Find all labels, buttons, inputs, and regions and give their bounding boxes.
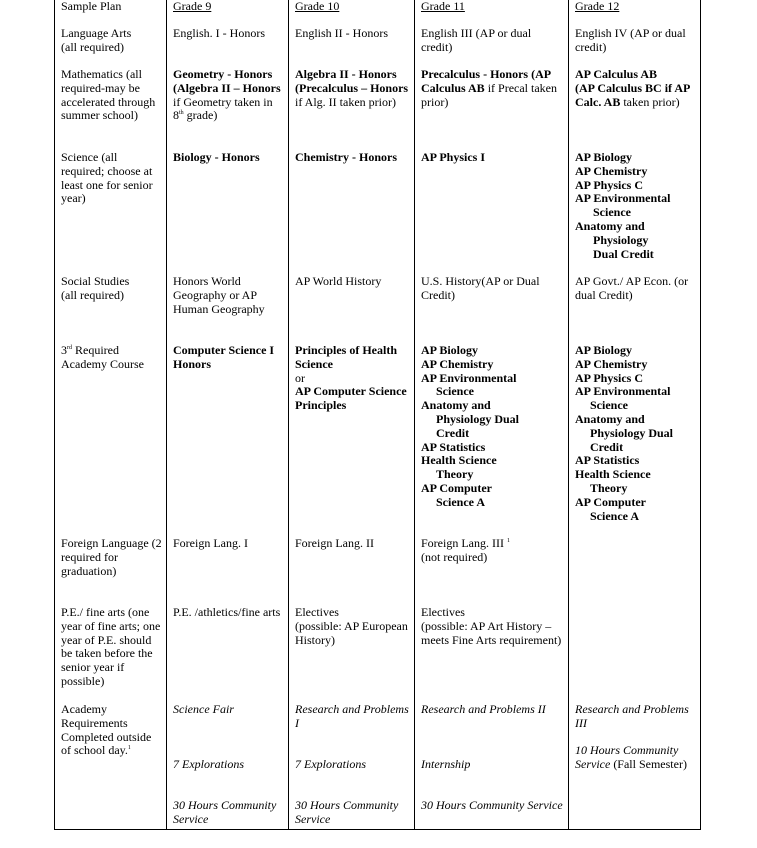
third-g11-item: AP Statistics (421, 439, 486, 454)
science-g10-text: Chemistry - Honors (295, 150, 397, 164)
social-g11-text: U.S. History(AP or Dual Credit) (421, 274, 540, 302)
math-g9-text: if Geometry taken in 8 (173, 94, 273, 123)
language-arts-g10-text: English II - Honors (295, 26, 388, 40)
foreign-g10-text: Foreign Lang. II (295, 536, 374, 550)
math-g9 (167, 68, 289, 151)
academy-g10 (289, 703, 415, 830)
academy-label-text: Academy Requirements Completed outside of school day. (61, 702, 152, 758)
academy-g10-item1: Research and Problems I (295, 702, 409, 730)
science-g12-item: AP Biology (575, 150, 633, 164)
academy-g12-item2: 10 Hours Community Service (575, 743, 679, 771)
language-arts-g12-text: English IV (AP or dual credit) (575, 26, 686, 54)
third-g11-item: Anatomy and (421, 398, 491, 413)
header-row (55, 0, 701, 27)
third-g10-option2: AP Computer Science Principles (295, 384, 407, 413)
math-g12-bold3: if AP Calc. AB (575, 80, 690, 109)
math-g9-bold: Geometry - Honors (Algebra II – Honors (173, 67, 281, 95)
science-g10 (289, 151, 415, 275)
academy-g12-item1: Research and Problems III (575, 702, 689, 730)
header-grade9 (167, 0, 289, 27)
social-g12 (569, 275, 701, 344)
language-arts-g11 (415, 27, 569, 68)
third-g11-item: AP Chemistry (421, 356, 494, 371)
academy-g10-item3: 30 Hours Community Service (295, 798, 399, 826)
pe-g10-line2: (possible: AP European History) (295, 618, 408, 647)
science-g12-item: AP Environmental (575, 191, 671, 206)
academy-label-sup: 1 (127, 745, 131, 752)
third-g12-item: Physiology Dual (590, 425, 674, 440)
math-g12 (569, 68, 701, 151)
academy-g10-item2: 7 Explorations (295, 757, 366, 771)
pe-g9-text: P.E. /athletics/fine arts (173, 605, 281, 619)
academy-g9-item3: 30 Hours Community Service (173, 798, 277, 826)
language-arts-label-line2: (all required) (61, 39, 124, 54)
math-g12-line1: AP Calculus AB (575, 67, 658, 81)
science-g12-item: Dual Credit (593, 246, 654, 261)
pe-g11-line1: Electives (421, 605, 465, 619)
academy-g12-item2-note: (Fall Semester) (610, 756, 687, 771)
science-g12-item: Science (593, 205, 631, 220)
third-g12-item: AP Statistics (575, 453, 640, 468)
social-label-line2: (all required) (61, 287, 124, 302)
header-grade11 (415, 0, 569, 27)
social-g11 (415, 275, 569, 344)
social-label (55, 275, 167, 344)
academy-g9-item1: Science Fair (173, 702, 234, 716)
language-arts-g10 (289, 27, 415, 68)
third-g12-item: AP Physics C (575, 370, 644, 385)
academy-g11 (415, 703, 569, 830)
science-g9 (167, 151, 289, 275)
row-social-studies (55, 275, 701, 344)
pe-g11 (415, 606, 569, 703)
third-label (55, 344, 167, 537)
social-g9 (167, 275, 289, 344)
academy-g9 (167, 703, 289, 830)
science-label-text: Science (all required; choose at least one for senior year) (61, 150, 153, 206)
third-g11-item: Health Science (421, 453, 497, 468)
third-g11 (415, 344, 569, 537)
math-g9-sup: th (179, 110, 184, 117)
third-g9 (167, 344, 289, 537)
third-g10 (289, 344, 415, 537)
foreign-label-text: Foreign Language (2 required for graduation) (61, 536, 162, 578)
third-g12-item: AP Biology (575, 343, 633, 357)
foreign-g10 (289, 537, 415, 606)
foreign-g9 (167, 537, 289, 606)
math-label-text: Mathematics (all required-may be accelerated through summer school) (61, 67, 156, 123)
third-g12 (569, 344, 701, 537)
academy-g9-item2: 7 Explorations (173, 757, 244, 771)
header-grade12-text: Grade 12 (575, 0, 620, 13)
language-arts-g12 (569, 27, 701, 68)
math-g11-bold: Precalculus - Honors (AP Calculus AB (421, 67, 551, 95)
social-g10-text: AP World History (295, 274, 382, 288)
math-g10-text: if Alg. II taken prior) (295, 94, 396, 109)
third-g10-or: or (295, 370, 305, 385)
foreign-g12 (569, 537, 701, 606)
third-g12-item: Anatomy and (575, 411, 645, 426)
foreign-g11-note: (not required) (421, 549, 488, 564)
third-label-text: Required Academy Course (61, 343, 144, 371)
pe-label (55, 606, 167, 703)
foreign-label (55, 537, 167, 606)
language-arts-label (55, 27, 167, 68)
science-g12-item: Physiology (593, 232, 649, 247)
academy-g11-item1: Research and Problems II (421, 702, 546, 716)
science-g12-item: AP Physics C (575, 177, 644, 192)
math-g12-text: taken prior) (620, 94, 680, 109)
row-foreign-language (55, 537, 701, 606)
third-g12-item: Science (590, 398, 628, 413)
third-g12-item: Science A (590, 508, 639, 523)
third-g12-item: Credit (590, 439, 624, 454)
header-sample-plan (55, 0, 167, 27)
foreign-g11-text: Foreign Lang. III (421, 536, 507, 550)
third-g11-item: AP Computer (421, 480, 492, 495)
sample-plan-table (54, 0, 701, 830)
foreign-g11 (415, 537, 569, 606)
math-g12-bold2: (AP Calculus BC (575, 80, 662, 95)
third-g11-item: Physiology Dual (436, 411, 520, 426)
row-science (55, 151, 701, 275)
pe-g9 (167, 606, 289, 703)
foreign-g9-text: Foreign Lang. I (173, 536, 248, 550)
language-arts-g9 (167, 27, 289, 68)
science-g9-text: Biology - Honors (173, 150, 260, 164)
academy-g11-item2: Internship (421, 757, 471, 771)
academy-g12 (569, 703, 701, 830)
pe-g10 (289, 606, 415, 703)
language-arts-g9-text: English. I - Honors (173, 26, 265, 40)
academy-label (55, 703, 167, 830)
pe-label-text: P.E./ fine arts (one year of fine arts; one year of P.E. should be taken before the senior year if possible) (61, 605, 161, 688)
math-g9-end: grade) (183, 108, 218, 123)
math-label (55, 68, 167, 151)
row-academy-requirements (55, 703, 701, 830)
third-g12-item: AP Computer (575, 494, 646, 509)
social-g10 (289, 275, 415, 344)
social-label-line1: Social Studies (61, 274, 130, 288)
third-g9-text: Computer Science I Honors (173, 343, 275, 371)
header-grade11-text: Grade 11 (421, 0, 465, 13)
header-grade9-text: Grade 9 (173, 0, 212, 13)
social-g9-text: Honors World Geography or AP Human Geography (173, 274, 265, 316)
science-g12-item: AP Chemistry (575, 163, 648, 178)
third-g12-item: Theory (590, 480, 628, 495)
third-g11-item: Credit (436, 425, 470, 440)
science-g11 (415, 151, 569, 275)
science-g12 (569, 151, 701, 275)
third-label-sup: rd (67, 345, 72, 351)
header-grade10-text: Grade 10 (295, 0, 340, 13)
row-third-academy-course (55, 344, 701, 537)
row-mathematics (55, 68, 701, 151)
third-g10-option1: Principles of Health Science (295, 343, 397, 371)
third-g11-item: AP Environmental (421, 370, 517, 385)
math-g11-text: if Precal taken prior) (421, 80, 557, 109)
row-pe-fine-arts (55, 606, 701, 703)
third-g11-item: Science A (436, 494, 485, 509)
row-language-arts (55, 27, 701, 68)
academy-g11-item3: 30 Hours Community Service (421, 798, 563, 812)
language-arts-label-line1: Language Arts (61, 26, 132, 40)
pe-g10-line1: Electives (295, 605, 339, 619)
social-g12-text: AP Govt./ AP Econ. (or dual Credit) (575, 274, 689, 302)
third-label-num: 3 (61, 343, 67, 357)
header-grade12 (569, 0, 701, 27)
math-g11 (415, 68, 569, 151)
math-g10 (289, 68, 415, 151)
pe-g12 (569, 606, 701, 703)
third-g11-item: Science (436, 384, 474, 399)
third-g11-item: AP Biology (421, 343, 479, 357)
math-g10-bold: Algebra II - Honors (Precalculus – Honors (295, 67, 409, 95)
third-g12-item: AP Chemistry (575, 356, 648, 371)
header-plan-text: Sample Plan (61, 0, 122, 13)
science-label (55, 151, 167, 275)
third-g12-item: Health Science (575, 467, 651, 482)
science-g12-item: Anatomy and (575, 218, 645, 233)
third-g12-item: AP Environmental (575, 384, 671, 399)
foreign-g11-sup: 1 (506, 538, 510, 544)
language-arts-g11-text: English III (AP or dual credit) (421, 26, 532, 54)
header-grade10 (289, 0, 415, 27)
pe-g11-line2: (possible: AP Art History – meets Fine Arts requirement) (421, 618, 562, 647)
science-g11-text: AP Physics I (421, 150, 486, 164)
third-g11-item: Theory (436, 467, 474, 482)
